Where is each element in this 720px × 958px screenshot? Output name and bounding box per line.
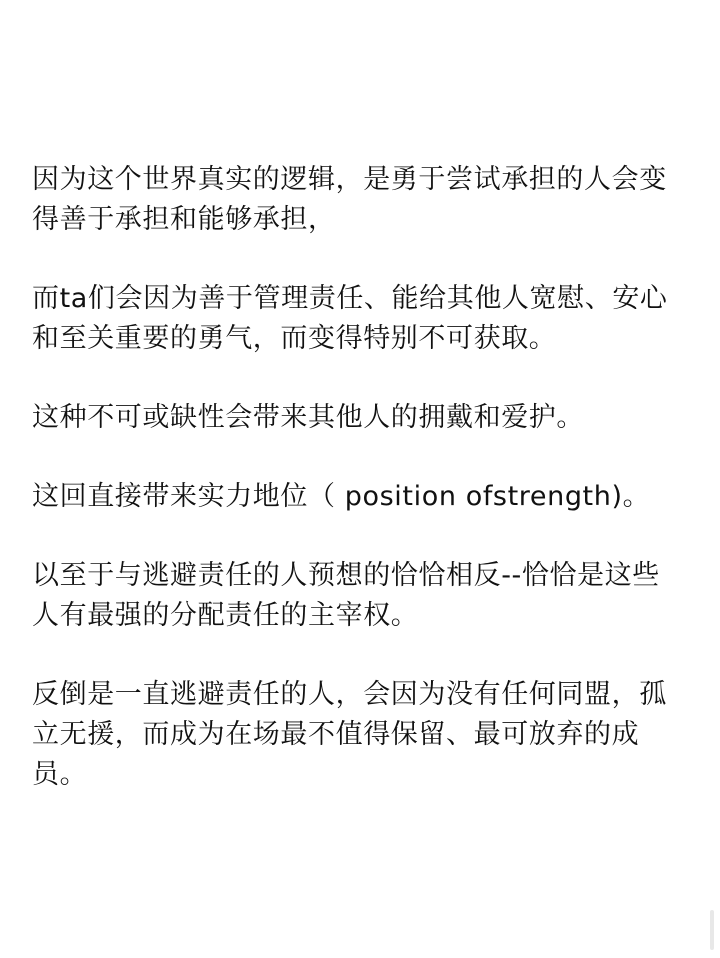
paragraph-6: 反倒是一直逃避责任的人，会因为没有任何同盟，孤立无援，而成为在场最不值得保留、最可放弃的成员。 — [32, 679, 667, 790]
article-body — [32, 160, 688, 795]
paragraph-5: 以至于与逃避责任的人预想的恰恰相反--恰恰是这些人有最强的分配责任的主宰权。 — [32, 560, 660, 631]
scrollbar[interactable] — [710, 910, 714, 950]
paragraph-3: 这种不可或缺性会带来其他人的拥戴和爱护。 — [32, 402, 584, 433]
paragraph-2: 而ta们会因为善于管理责任、能给其他人宽慰、安心和至关重要的勇气，而变得特别不可获取。 — [32, 283, 668, 354]
paragraph-1: 因为这个世界真实的逻辑，是勇于尝试承担的人会变得善于承担和能够承担， — [32, 164, 667, 235]
paragraph-4: 这回直接带来实力地位（ position ofstrength)。 — [32, 481, 651, 512]
